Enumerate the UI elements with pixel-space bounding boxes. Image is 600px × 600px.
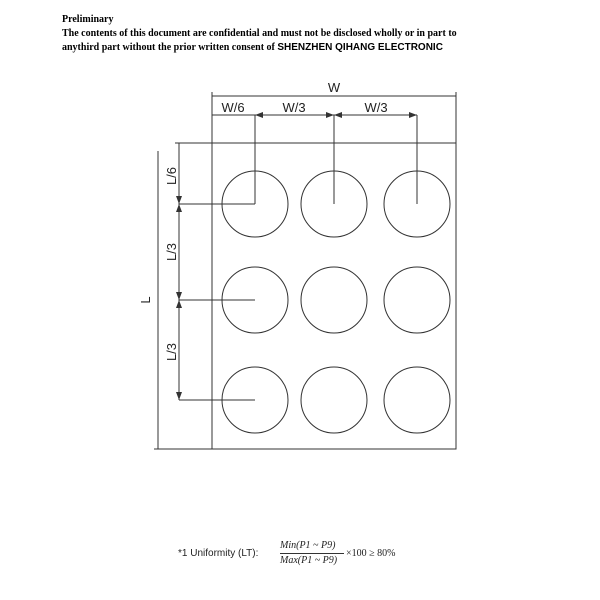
arrow-l3a-top <box>176 204 182 212</box>
formula-denominator: Max(P1 ~ P9) <box>280 555 338 566</box>
measurement-point-p5 <box>301 267 367 333</box>
measurement-point-p9 <box>384 367 450 433</box>
arrow-l6-bottom <box>176 196 182 204</box>
w3-label-b: W/3 <box>364 100 388 115</box>
l3-label-b: L/3 <box>164 342 179 362</box>
width-label: W <box>327 80 341 95</box>
formula-numerator: Min(P1 ~ P9) <box>280 540 336 551</box>
arrow-l3a-bottom <box>176 292 182 300</box>
measurement-points <box>222 171 450 433</box>
length-label: L <box>138 296 153 304</box>
fraction-bar <box>280 553 344 554</box>
arrow-w6-right <box>255 112 263 118</box>
formula-label: *1 Uniformity (LT): <box>178 548 259 559</box>
l6-label: L/6 <box>164 166 179 186</box>
arrow-w3a-left <box>326 112 334 118</box>
arrow-w3a-right <box>334 112 342 118</box>
arrow-l3b-bottom <box>176 392 182 400</box>
l3-label-a: L/3 <box>164 242 179 262</box>
measurement-point-p6 <box>384 267 450 333</box>
confidential-notice-line1: The contents of this document are confidential and must not be disclosed wholly or in part to <box>62 28 457 39</box>
arrow-l3b-top <box>176 300 182 308</box>
arrow-w3b-right <box>409 112 417 118</box>
w6-label: W/6 <box>221 100 245 115</box>
measurement-point-p8 <box>301 367 367 433</box>
confidential-notice-text: anythird part without the prior written consent of <box>62 42 278 53</box>
w3-label-a: W/3 <box>282 100 306 115</box>
preliminary-label: Preliminary <box>62 14 114 25</box>
company-name: SHENZHEN QIHANG ELECTRONIC <box>277 42 443 53</box>
formula-result: ×100 ≥ 80% <box>346 548 396 559</box>
